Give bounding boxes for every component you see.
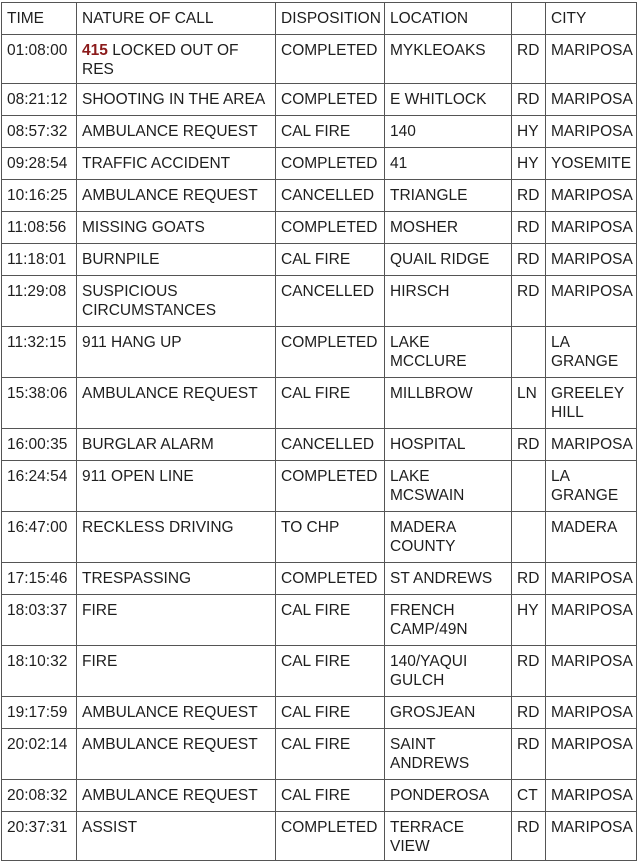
city-cell: MARIPOSA [546,429,637,461]
street-type-cell: HY [512,116,546,148]
location-cell: MADERA COUNTY [385,512,512,563]
city-cell: MARIPOSA [546,812,637,861]
location-cell: 140/YAQUI GULCH [385,646,512,697]
table-row [2,812,637,861]
street-type-cell: RD [512,697,546,729]
call-code: 415 [82,42,108,59]
time-cell: 19:17:59 [2,697,77,729]
nature-cell: AMBULANCE REQUEST [77,729,276,780]
location-cell: MYKLEOAKS [385,35,512,84]
table-row [2,697,637,729]
disposition-cell: CANCELLED [276,180,385,212]
time-cell: 16:00:35 [2,429,77,461]
city-cell: MARIPOSA [546,595,637,646]
call-log-body [2,35,637,861]
time-cell: 09:28:54 [2,148,77,180]
city-cell: MARIPOSA [546,729,637,780]
time-cell: 17:15:46 [2,563,77,595]
disposition-cell: COMPLETED [276,812,385,861]
nature-cell: AMBULANCE REQUEST [77,180,276,212]
location-cell: HIRSCH [385,276,512,327]
table-row [2,512,637,563]
city-cell: MARIPOSA [546,180,637,212]
table-row [2,327,637,378]
location-cell: E WHITLOCK [385,84,512,116]
disposition-cell: COMPLETED [276,84,385,116]
time-cell: 10:16:25 [2,180,77,212]
location-cell: 140 [385,116,512,148]
city-cell: MADERA [546,512,637,563]
city-cell: MARIPOSA [546,84,637,116]
disposition-cell: CAL FIRE [276,780,385,812]
header-city: CITY [546,3,637,35]
nature-cell: BURGLAR ALARM [77,429,276,461]
table-row [2,429,637,461]
header-disposition: DISPOSITION [276,3,385,35]
disposition-cell: COMPLETED [276,327,385,378]
disposition-cell: CAL FIRE [276,116,385,148]
nature-cell: TRAFFIC ACCIDENT [77,148,276,180]
city-cell: GREELEY HILL [546,378,637,429]
nature-cell: AMBULANCE REQUEST [77,780,276,812]
city-cell: MARIPOSA [546,780,637,812]
disposition-cell: CANCELLED [276,429,385,461]
disposition-cell: COMPLETED [276,35,385,84]
city-cell: LA GRANGE [546,327,637,378]
location-cell: FRENCH CAMP/49N [385,595,512,646]
street-type-cell: RD [512,180,546,212]
location-cell: GROSJEAN [385,697,512,729]
table-row [2,276,637,327]
location-cell: SAINT ANDREWS [385,729,512,780]
street-type-cell: RD [512,646,546,697]
table-row [2,180,637,212]
street-type-cell: HY [512,148,546,180]
location-cell: MILLBROW [385,378,512,429]
city-cell: MARIPOSA [546,697,637,729]
table-row [2,116,637,148]
nature-text: LOCKED OUT OF RES [82,42,239,78]
nature-cell: FIRE [77,595,276,646]
time-cell: 16:47:00 [2,512,77,563]
time-cell: 01:08:00 [2,35,77,84]
time-cell: 11:18:01 [2,244,77,276]
street-type-cell: RD [512,84,546,116]
table-row [2,563,637,595]
header-row [2,3,637,35]
street-type-cell: RD [512,563,546,595]
street-type-cell [512,512,546,563]
time-cell: 15:38:06 [2,378,77,429]
city-cell: MARIPOSA [546,646,637,697]
table-row [2,35,637,84]
location-cell: TERRACE VIEW [385,812,512,861]
time-cell: 20:08:32 [2,780,77,812]
nature-cell: 911 HANG UP [77,327,276,378]
location-cell: PONDEROSA [385,780,512,812]
disposition-cell: CANCELLED [276,276,385,327]
table-row [2,646,637,697]
location-cell: ST ANDREWS [385,563,512,595]
street-type-cell [512,327,546,378]
street-type-cell: RD [512,276,546,327]
nature-cell: SHOOTING IN THE AREA [77,84,276,116]
city-cell: MARIPOSA [546,563,637,595]
street-type-cell: RD [512,812,546,861]
time-cell: 16:24:54 [2,461,77,512]
header-time: TIME [2,3,77,35]
nature-cell: BURNPILE [77,244,276,276]
table-row [2,148,637,180]
disposition-cell: CAL FIRE [276,729,385,780]
nature-cell: AMBULANCE REQUEST [77,378,276,429]
table-row [2,378,637,429]
time-cell: 20:02:14 [2,729,77,780]
table-row [2,729,637,780]
disposition-cell: COMPLETED [276,461,385,512]
table-row [2,595,637,646]
street-type-cell: RD [512,35,546,84]
time-cell: 18:10:32 [2,646,77,697]
disposition-cell: CAL FIRE [276,595,385,646]
location-cell: 41 [385,148,512,180]
header-street-type [512,3,546,35]
city-cell: MARIPOSA [546,116,637,148]
disposition-cell: CAL FIRE [276,244,385,276]
disposition-cell: CAL FIRE [276,697,385,729]
street-type-cell: LN [512,378,546,429]
disposition-cell: COMPLETED [276,148,385,180]
nature-cell [77,35,276,84]
header-location: LOCATION [385,3,512,35]
location-cell: LAKE MCSWAIN [385,461,512,512]
nature-cell: 911 OPEN LINE [77,461,276,512]
street-type-cell [512,461,546,512]
call-log-table [1,2,637,861]
nature-cell: FIRE [77,646,276,697]
table-row [2,244,637,276]
street-type-cell: RD [512,429,546,461]
city-cell: MARIPOSA [546,212,637,244]
time-cell: 11:32:15 [2,327,77,378]
street-type-cell: HY [512,595,546,646]
table-row [2,461,637,512]
nature-cell: ASSIST [77,812,276,861]
time-cell: 08:21:12 [2,84,77,116]
nature-cell: AMBULANCE REQUEST [77,116,276,148]
nature-cell: TRESPASSING [77,563,276,595]
disposition-cell: CAL FIRE [276,378,385,429]
disposition-cell: TO CHP [276,512,385,563]
location-cell: QUAIL RIDGE [385,244,512,276]
street-type-cell: RD [512,212,546,244]
time-cell: 11:29:08 [2,276,77,327]
nature-cell: SUSPICIOUS CIRCUMSTANCES [77,276,276,327]
street-type-cell: RD [512,244,546,276]
time-cell: 08:57:32 [2,116,77,148]
city-cell: MARIPOSA [546,244,637,276]
street-type-cell: CT [512,780,546,812]
time-cell: 11:08:56 [2,212,77,244]
table-row [2,780,637,812]
street-type-cell: RD [512,729,546,780]
location-cell: LAKE MCCLURE [385,327,512,378]
location-cell: MOSHER [385,212,512,244]
location-cell: TRIANGLE [385,180,512,212]
city-cell: MARIPOSA [546,276,637,327]
disposition-cell: CAL FIRE [276,646,385,697]
city-cell: LA GRANGE [546,461,637,512]
nature-cell: AMBULANCE REQUEST [77,697,276,729]
nature-cell: RECKLESS DRIVING [77,512,276,563]
city-cell: YOSEMITE [546,148,637,180]
location-cell: HOSPITAL [385,429,512,461]
nature-cell: MISSING GOATS [77,212,276,244]
table-row [2,212,637,244]
time-cell: 20:37:31 [2,812,77,861]
header-nature-of-call: NATURE OF CALL [77,3,276,35]
table-row [2,84,637,116]
disposition-cell: COMPLETED [276,563,385,595]
disposition-cell: COMPLETED [276,212,385,244]
city-cell: MARIPOSA [546,35,637,84]
time-cell: 18:03:37 [2,595,77,646]
